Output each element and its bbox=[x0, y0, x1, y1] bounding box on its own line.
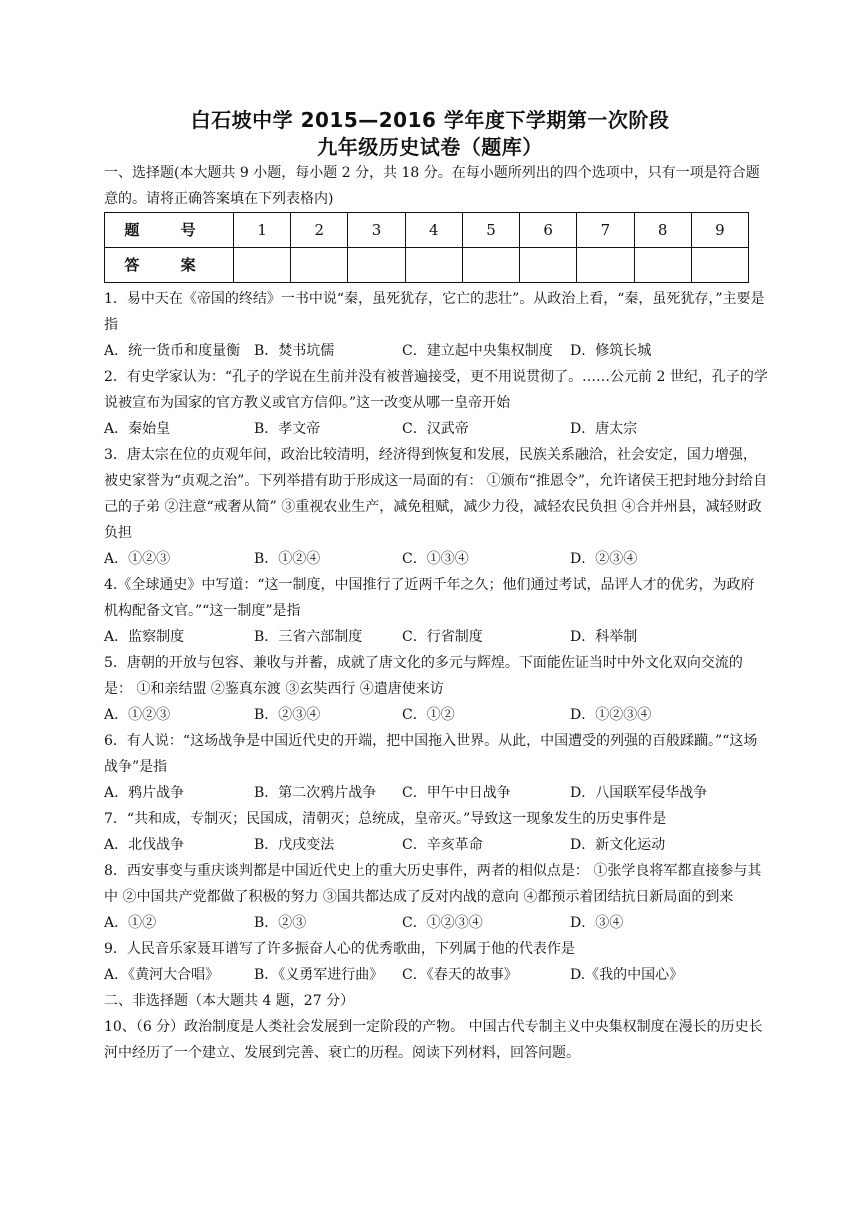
question-number: 6 bbox=[520, 213, 577, 248]
answer-cell[interactable] bbox=[634, 248, 691, 283]
question-number: 8 bbox=[634, 213, 691, 248]
option-c[interactable]: C．①③④ bbox=[402, 551, 469, 567]
question-4 bbox=[104, 572, 768, 650]
option-a[interactable]: A．秦始皇 bbox=[104, 421, 171, 437]
exam-title-line2: 九年级历史试卷（题库） bbox=[317, 135, 543, 159]
option-b[interactable]: B．①②④ bbox=[254, 551, 321, 567]
answer-cell[interactable] bbox=[348, 248, 405, 283]
question-number-label: 题 号 bbox=[105, 213, 234, 248]
question-10-text: 10、（6 分）政治制度是人类社会发展到一定阶段的产物。 中国古代专制主义中央集权制度在漫长的历史长河中经历了一个建立、发展到完善、衰亡的历程。阅读下列材料，回答问题。 bbox=[104, 1019, 763, 1061]
answer-label: 答 案 bbox=[105, 248, 234, 283]
answer-cell[interactable] bbox=[405, 248, 462, 283]
option-c[interactable]: C．①② bbox=[402, 707, 455, 723]
answer-cell[interactable] bbox=[291, 248, 348, 283]
option-b[interactable]: B．《义勇军进行曲》 bbox=[254, 967, 384, 983]
question-1 bbox=[104, 286, 768, 364]
question-5 bbox=[104, 650, 768, 728]
option-a[interactable]: A．①②③ bbox=[104, 707, 171, 723]
option-a[interactable]: A．北伐战争 bbox=[104, 837, 185, 853]
option-c[interactable]: C．汉武帝 bbox=[402, 421, 469, 437]
question-number: 4 bbox=[405, 213, 462, 248]
question-stem: 6．有人说：“这场战争是中国近代史的开端，把中国拖入世界。从此，中国遭受的列强的百般蹂躏。”“这场战争”是指 bbox=[104, 733, 758, 775]
option-b[interactable]: B．第二次鸦片战争 bbox=[254, 785, 377, 801]
question-options bbox=[104, 702, 768, 728]
exam-title-line1: 白石坡中学 2015—2016 学年度下学期第一次阶段 bbox=[190, 108, 670, 132]
option-a[interactable]: A．监察制度 bbox=[104, 629, 185, 645]
question-number: 2 bbox=[291, 213, 348, 248]
option-a[interactable]: A．鸦片战争 bbox=[104, 785, 185, 801]
option-c[interactable]: C．①②③④ bbox=[402, 915, 483, 931]
question-number: 9 bbox=[691, 213, 748, 248]
question-options bbox=[104, 416, 768, 442]
option-a[interactable]: A．统一货币和度量衡 bbox=[104, 343, 241, 359]
answer-table-header-row bbox=[105, 213, 749, 248]
answer-cell[interactable] bbox=[520, 248, 577, 283]
question-stem: 4.《全球通史》中写道：“这一制度，中国推行了近两千年之久；他们通过考试，品评人才的优劣，为政府机构配备文官。”“这一制度”是指 bbox=[104, 577, 755, 619]
question-options bbox=[104, 338, 768, 364]
question-stem: 2．有史学家认为：“孔子的学说在生前并没有被普遍接受，更不用说贯彻了。……公元前 2 世纪，孔子的学说被宣布为国家的官方教义或官方信仰。”这一改变从哪一皇帝开始 bbox=[104, 369, 768, 411]
answer-cell[interactable] bbox=[462, 248, 519, 283]
option-b[interactable]: B．焚书坑儒 bbox=[254, 343, 335, 359]
option-b[interactable]: B．②③ bbox=[254, 915, 307, 931]
option-c[interactable]: C．建立起中央集权制度 bbox=[402, 343, 553, 359]
question-3 bbox=[104, 442, 768, 572]
option-c[interactable]: C．行省制度 bbox=[402, 629, 483, 645]
option-c[interactable]: C．《春天的故事》 bbox=[402, 967, 518, 983]
question-stem: 5．唐朝的开放与包容、兼收与并蓄，成就了唐文化的多元与辉煌。下面能佐证当时中外文化双向交流的是： ①和亲结盟 ②鉴真东渡 ③玄奘西行 ④遣唐使来访 bbox=[104, 655, 743, 697]
answer-cell[interactable] bbox=[577, 248, 634, 283]
option-d[interactable]: D．唐太宗 bbox=[570, 421, 638, 437]
option-a[interactable]: A．《黄河大合唱》 bbox=[104, 967, 220, 983]
question-stem: 3．唐太宗在位的贞观年间，政治比较清明，经济得到恢复和发展，民族关系融洽，社会安定，国力增强，被史家誉为“贞观之治”。下列举措有助于形成这一局面的有： ①颁布“推恩令”，允许诸侯王把封地分封给自己的子弟 ②注意“戒奢从简” ③重视农业生产，减免租赋，减少力役，减轻农民负担 ④合并州县，减轻财政负担 bbox=[104, 447, 768, 541]
answer-table bbox=[104, 212, 749, 283]
question-9 bbox=[104, 936, 768, 988]
question-options bbox=[104, 832, 768, 858]
question-options bbox=[104, 780, 768, 806]
question-stem: 8．西安事变与重庆谈判都是中国近代史上的重大历史事件，两者的相似点是： ①张学良将军都直接参与其中 ②中国共产党都做了积极的努力 ③国共都达成了反对内战的意向 ④都预示着团结抗日新局面的到来 bbox=[104, 863, 762, 905]
answer-cell[interactable] bbox=[234, 248, 291, 283]
question-number: 5 bbox=[462, 213, 519, 248]
option-b[interactable]: B．②③④ bbox=[254, 707, 321, 723]
section2-intro: 二、非选择题（本大题共 4 题，27 分） bbox=[104, 993, 355, 1009]
section1-intro: 一、选择题(本大题共 9 小题，每小题 2 分，共 18 分。在每小题所列出的四个选项中，只有一项是符合题意的。请将正确答案填在下列表格内) bbox=[104, 165, 760, 207]
question-stem: 7．“共和成，专制灭；民国成，清朝灭；总统成，皇帝灭。”导致这一现象发生的历史事件是 bbox=[104, 811, 667, 827]
question-2 bbox=[104, 364, 768, 442]
question-options bbox=[104, 910, 768, 936]
option-b[interactable]: B．三省六部制度 bbox=[254, 629, 363, 645]
option-d[interactable]: D．八国联军侵华战争 bbox=[570, 785, 708, 801]
question-stem: 1．易中天在《帝国的终结》一书中说“秦，虽死犹存，它亡的悲壮”。从政治上看，“秦，虽死犹存，”主要是指 bbox=[104, 291, 765, 333]
question-options bbox=[104, 546, 768, 572]
question-8 bbox=[104, 858, 768, 936]
exam-content bbox=[104, 160, 768, 1066]
option-d[interactable]: D．②③④ bbox=[570, 551, 638, 567]
answer-table-answer-row bbox=[105, 248, 749, 283]
question-options bbox=[104, 962, 768, 988]
option-c[interactable]: C．辛亥革命 bbox=[402, 837, 483, 853]
option-d[interactable]: D．③④ bbox=[570, 915, 624, 931]
option-a[interactable]: A．①②③ bbox=[104, 551, 171, 567]
option-d[interactable]: D.《我的中国心》 bbox=[570, 967, 684, 983]
answer-cell[interactable] bbox=[691, 248, 748, 283]
question-number: 1 bbox=[234, 213, 291, 248]
option-c[interactable]: C．甲午中日战争 bbox=[402, 785, 511, 801]
question-number: 3 bbox=[348, 213, 405, 248]
question-options bbox=[104, 624, 768, 650]
option-d[interactable]: D．新文化运动 bbox=[570, 837, 666, 853]
option-d[interactable]: D．科举制 bbox=[570, 629, 638, 645]
question-7 bbox=[104, 806, 768, 858]
option-b[interactable]: B．戊戌变法 bbox=[254, 837, 335, 853]
option-d[interactable]: D．修筑长城 bbox=[570, 343, 652, 359]
question-6 bbox=[104, 728, 768, 806]
option-a[interactable]: A．①② bbox=[104, 915, 157, 931]
question-number: 7 bbox=[577, 213, 634, 248]
option-d[interactable]: D．①②③④ bbox=[570, 707, 652, 723]
question-stem: 9．人民音乐家聂耳谱写了许多振奋人心的优秀歌曲，下列属于他的代表作是 bbox=[104, 941, 575, 957]
option-b[interactable]: B．孝文帝 bbox=[254, 421, 321, 437]
